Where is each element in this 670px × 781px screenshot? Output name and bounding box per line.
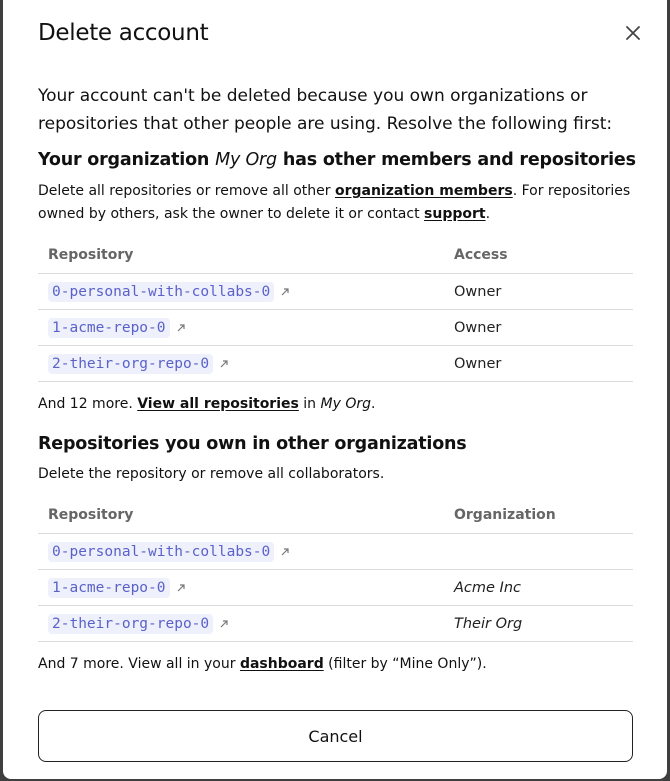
table-row [38, 606, 633, 642]
repository-cell [38, 354, 454, 374]
org-desc-part3: . [485, 206, 491, 222]
org-heading-name: My Org [215, 150, 277, 170]
org-desc-part1: Delete all repositories or remove all other [38, 183, 335, 199]
column-header-repository: Repository [48, 507, 134, 523]
table-row [38, 570, 633, 606]
column-header-access: Access [454, 247, 508, 263]
table-row [38, 534, 633, 570]
org-more-prefix: And 12 more. [38, 396, 138, 412]
external-link-icon [219, 359, 229, 369]
external-link-icon [219, 619, 229, 629]
org-more-text [38, 396, 375, 412]
access-cell: Owner [454, 319, 502, 336]
repository-link[interactable]: 0-personal-with-collabs-0 [48, 282, 274, 302]
org-more-name: My Org [320, 396, 371, 412]
delete-account-dialog [3, 0, 667, 779]
repository-cell [38, 282, 454, 302]
table-row [38, 346, 633, 382]
close-icon [626, 26, 640, 40]
column-header-organization: Organization [454, 507, 556, 523]
org-more-in: in [298, 396, 321, 412]
support-link[interactable]: support [424, 206, 486, 222]
organization-cell: Acme Inc [454, 579, 521, 596]
cancel-button[interactable]: Cancel [38, 710, 633, 762]
org-repositories-table [38, 237, 633, 382]
other-more-prefix: And 7 more. View all in your [38, 656, 240, 672]
repository-link[interactable]: 2-their-org-repo-0 [48, 354, 213, 374]
external-link-icon [176, 323, 186, 333]
external-link-icon [280, 547, 290, 557]
org-heading-suffix: has other members and repositories [276, 150, 636, 170]
other-more-text [38, 656, 487, 672]
other-orgs-section-description: Delete the repository or remove all collaborators. [38, 466, 385, 482]
repository-link[interactable]: 1-acme-repo-0 [48, 318, 170, 338]
other-orgs-section-heading: Repositories you own in other organizations [38, 434, 467, 454]
org-more-end: . [371, 396, 376, 412]
repository-cell [38, 318, 454, 338]
table-header [38, 237, 633, 274]
access-cell: Owner [454, 283, 502, 300]
repository-link[interactable]: 0-personal-with-collabs-0 [48, 542, 274, 562]
org-desc-part2: . For repositories owned by others, ask the owner to delete it or contact [38, 183, 631, 222]
repository-cell [38, 542, 454, 562]
dialog-title: Delete account [38, 20, 209, 46]
organization-members-link[interactable]: organization members [334, 183, 513, 199]
repository-cell [38, 578, 454, 598]
repository-link[interactable]: 2-their-org-repo-0 [48, 614, 213, 634]
close-button[interactable] [622, 22, 644, 44]
table-row [38, 310, 633, 346]
access-cell: Owner [454, 355, 502, 372]
other-repositories-table [38, 497, 633, 642]
org-heading-prefix: Your organization [38, 150, 216, 170]
other-more-suffix: (filter by “Mine Only”). [323, 656, 487, 672]
repository-link[interactable]: 1-acme-repo-0 [48, 578, 170, 598]
column-header-repository: Repository [48, 247, 134, 263]
table-row [38, 274, 633, 310]
dashboard-link[interactable]: dashboard [239, 656, 324, 672]
org-section-description [38, 180, 638, 226]
table-header [38, 497, 633, 534]
external-link-icon [176, 583, 186, 593]
view-all-repositories-link[interactable]: View all repositories [137, 396, 299, 412]
repository-cell [38, 614, 454, 634]
organization-cell: Their Org [454, 615, 523, 632]
external-link-icon [280, 287, 290, 297]
org-section-heading [38, 150, 636, 170]
dialog-intro: Your account can't be deleted because you own organizations or repositories that other people are using. Resolve the following first: [38, 86, 613, 134]
